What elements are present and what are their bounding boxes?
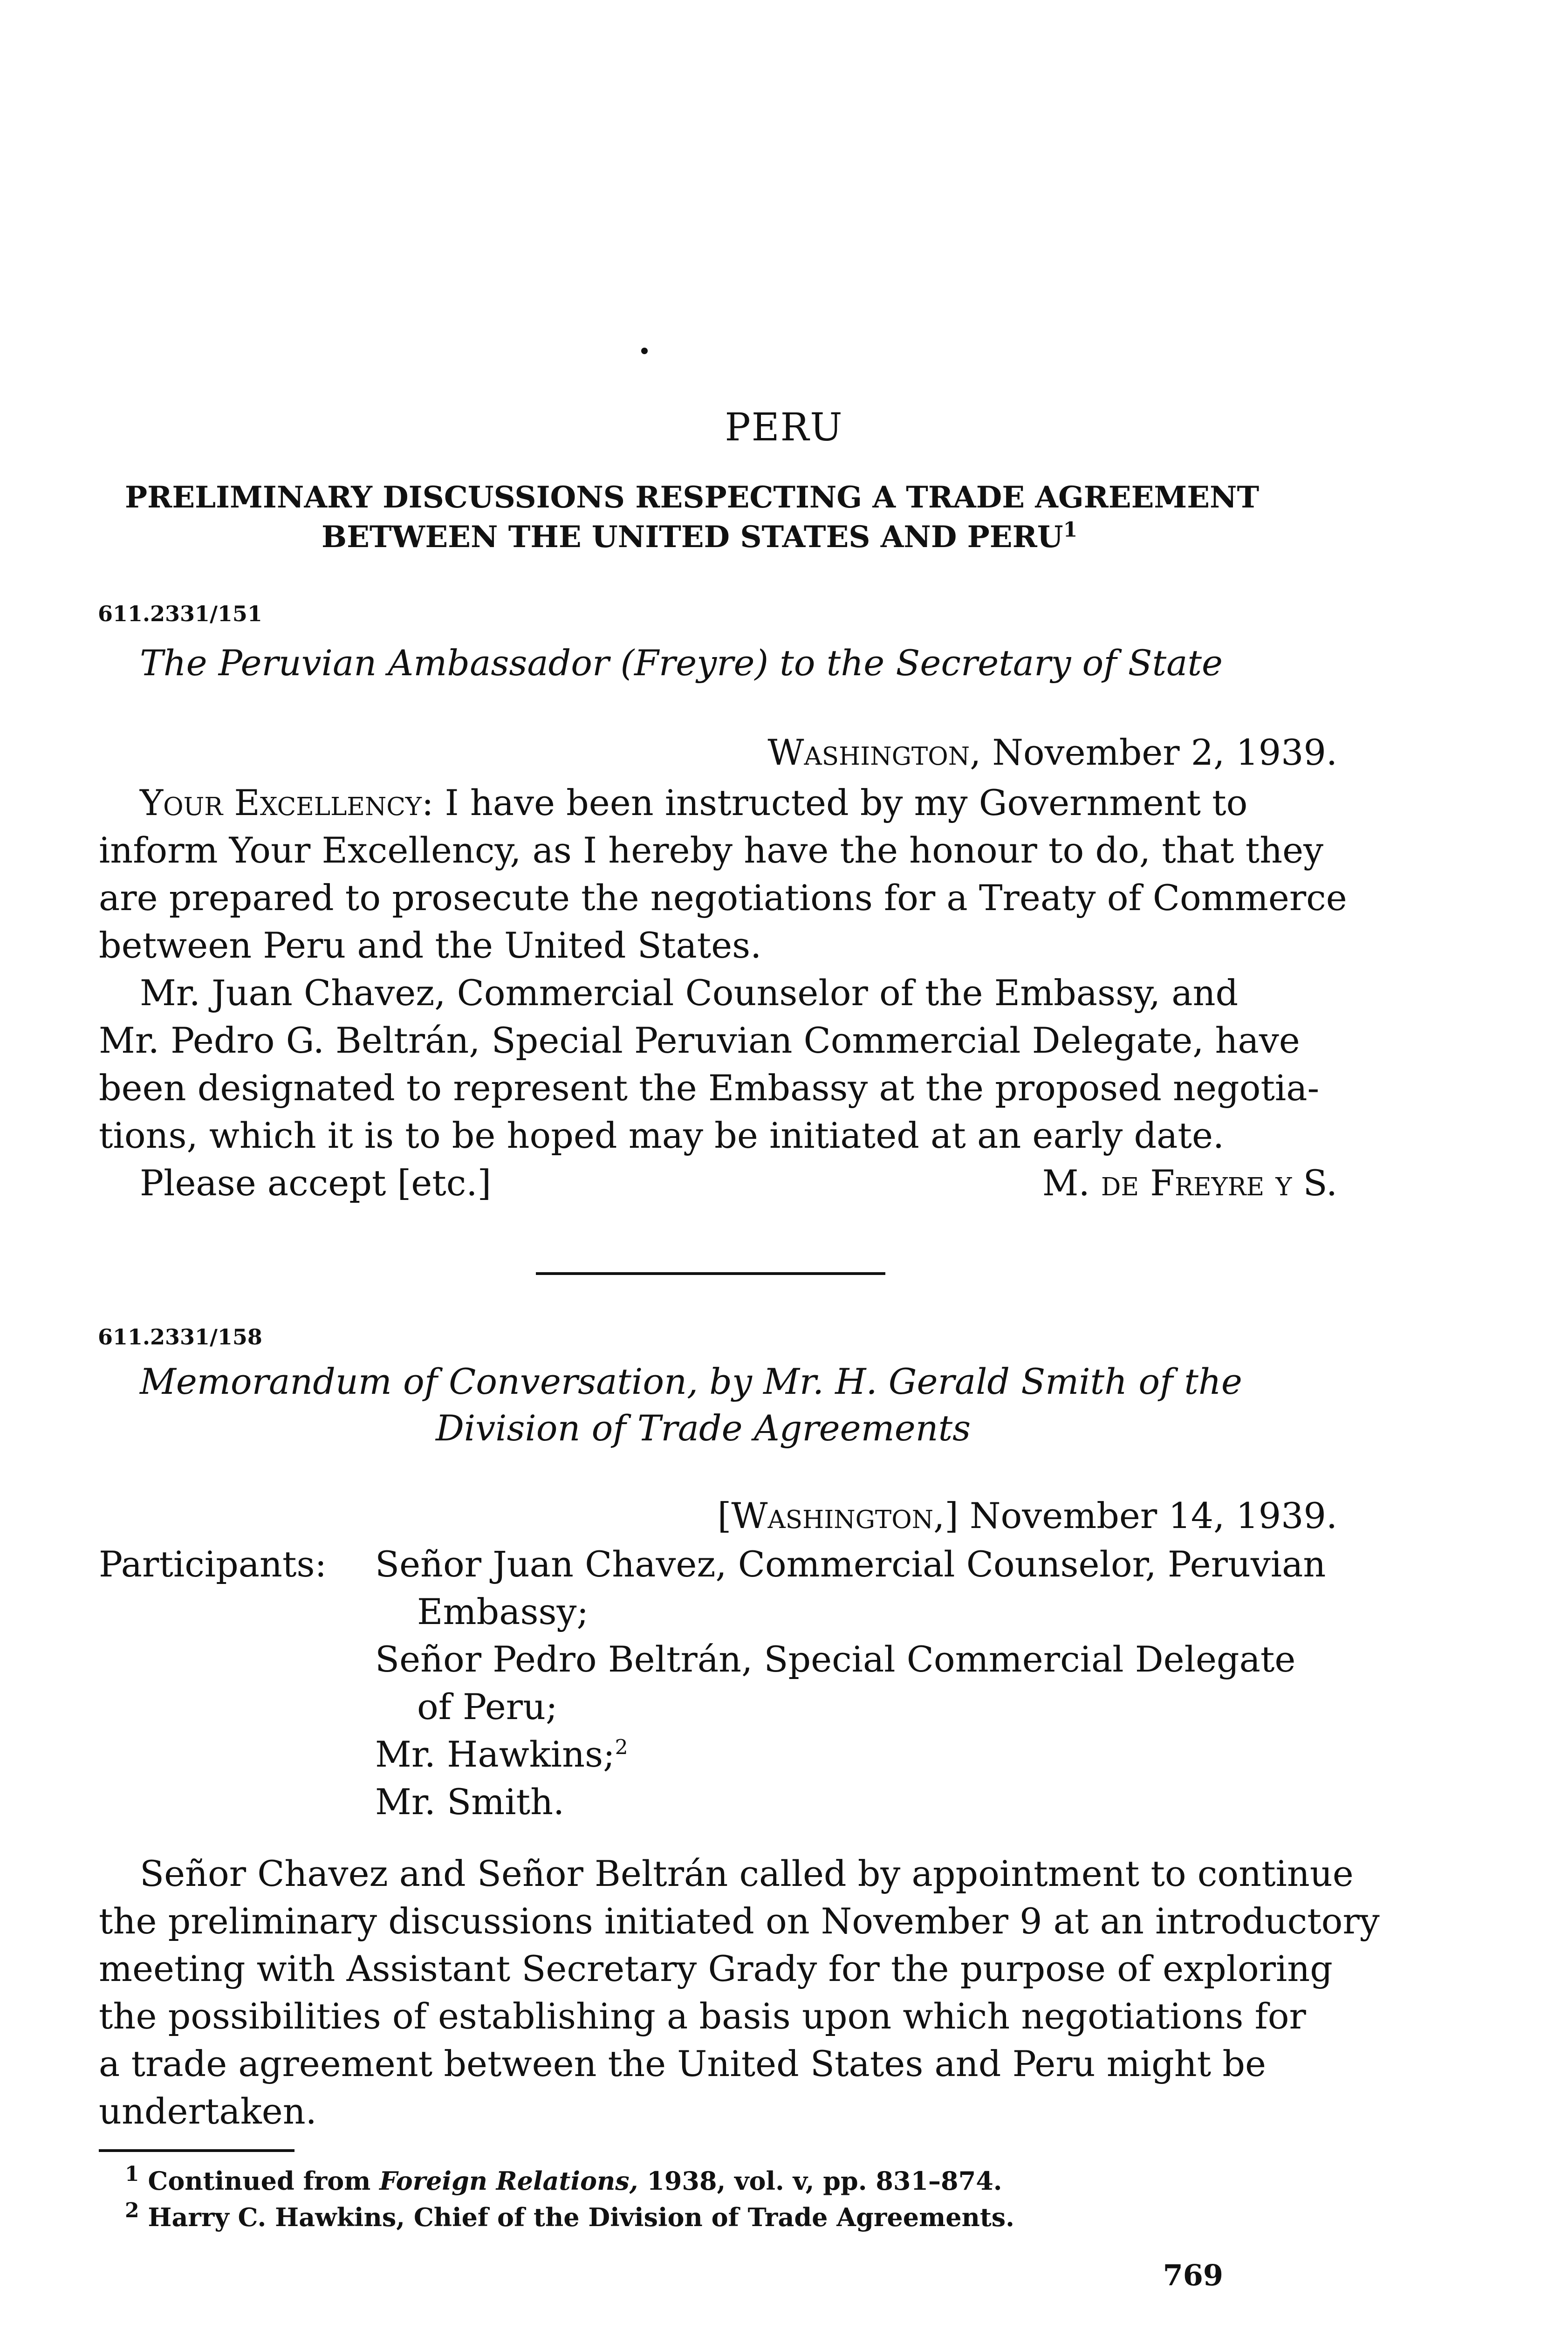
title-line-1: PRELIMINARY DISCUSSIONS RESPECTING A TRADE AGREEMENT: [125, 480, 1260, 515]
doc2-body-line-2: the preliminary discussions initiated on November 9 at an introductory: [99, 1900, 1380, 1942]
closing: Please accept [etc.]: [140, 1162, 492, 1204]
participant-1-cont: Embassy;: [417, 1591, 589, 1632]
doc2-body-line-5: a trade agreement between the United States and Peru might be: [99, 2043, 1266, 2084]
page-number: 769: [1163, 2258, 1223, 2292]
section-divider: [536, 1272, 885, 1275]
footnote-ref-2: 2: [615, 1735, 628, 1760]
participant-2: Señor Pedro Beltrán, Special Commercial Delegate: [375, 1638, 1296, 1680]
doc1-line-2: inform Your Excellency, as I hereby have the honour to do, that they: [99, 829, 1324, 871]
doc1-line-5: Mr. Juan Chavez, Commercial Counselor of the Embassy, and: [140, 972, 1239, 1014]
doc1-dateline: Washington, November 2, 1939.: [767, 732, 1337, 773]
doc2-body-line-1: Señor Chavez and Señor Beltrán called by appointment to continue: [140, 1853, 1354, 1894]
footnote-1: $^1$ Continued from Foreign Relations, 1938, vol. v, pp. 831–874.: [125, 2162, 1002, 2196]
doc1-line-7: been designated to represent the Embassy at the proposed negotia-: [99, 1067, 1320, 1109]
doc1-line-3: are prepared to prosecute the negotiations for a Treaty of Commerce: [99, 877, 1347, 918]
doc1-line-6: Mr. Pedro G. Beltrán, Special Peruvian Commercial Delegate, have: [99, 1020, 1300, 1061]
ink-speck: [641, 348, 648, 354]
doc2-dateline: [Washington,] November 14, 1939.: [717, 1495, 1337, 1536]
salutation: Your Excellency:: [140, 782, 434, 823]
doc1-line-1: Your Excellency: I have been instructed by my Government to: [140, 782, 1248, 823]
participant-3: Mr. Hawkins;$^2$: [375, 1734, 628, 1775]
participant-2-cont: of Peru;: [417, 1686, 558, 1727]
doc1-line-4: between Peru and the United States.: [99, 925, 762, 966]
file-number-1: 611.2331/151: [98, 601, 262, 626]
footnote-2: $^2$ Harry C. Hawkins, Chief of the Division of Trade Agreements.: [125, 2199, 1014, 2232]
doc2-body-line-4: the possibilities of establishing a basis upon which negotiations for: [99, 1995, 1306, 2037]
footnote-ref-1: 1: [1063, 518, 1078, 542]
participants-label: Participants:: [99, 1543, 327, 1585]
footnote-rule: [99, 2149, 294, 2152]
doc2-heading-line-1: Memorandum of Conversation, by Mr. H. Gerald Smith of the: [140, 1361, 1242, 1402]
participant-4: Mr. Smith.: [375, 1781, 565, 1823]
signature: M. de Freyre y S.: [1042, 1162, 1337, 1204]
doc1-line-8: tions, which it is to be hoped may be initiated at an early date.: [99, 1115, 1225, 1156]
doc2-body-line-3: meeting with Assistant Secretary Grady for the purpose of exploring: [99, 1948, 1333, 1989]
country-heading: PERU: [725, 405, 843, 450]
participant-1: Señor Juan Chavez, Commercial Counselor, Peruvian: [375, 1543, 1326, 1585]
doc2-heading-line-2: Division of Trade Agreements: [436, 1407, 971, 1449]
title-line-2: BETWEEN THE UNITED STATES AND PERU$^1$: [322, 518, 1078, 555]
doc1-heading: The Peruvian Ambassador (Freyre) to the Secretary of State: [140, 642, 1223, 684]
file-number-2: 611.2331/158: [98, 1324, 262, 1350]
doc2-body-line-6: undertaken.: [99, 2090, 317, 2132]
